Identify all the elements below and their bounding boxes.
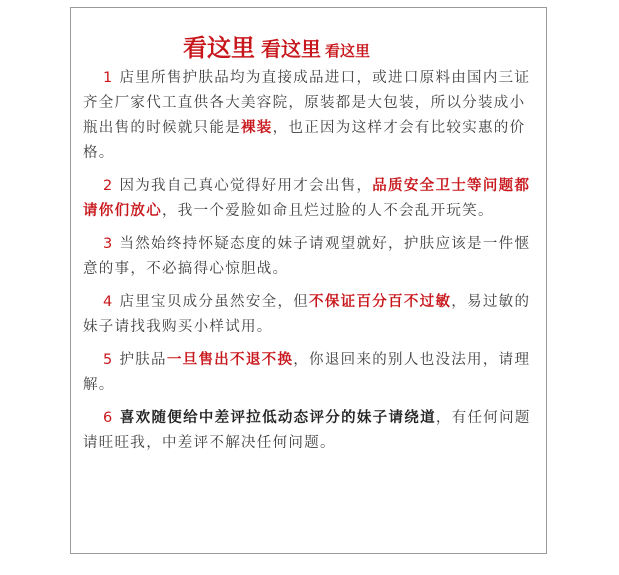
item-emphasis: 喜欢随便给中差评拉低动态评分的妹子请绕道 bbox=[113, 410, 436, 426]
item-number: 2 bbox=[103, 178, 114, 194]
item-number: 4 bbox=[103, 294, 114, 310]
notice-title bbox=[183, 28, 370, 63]
notice-item-3 bbox=[83, 232, 535, 282]
notice-item-5 bbox=[83, 348, 535, 398]
item-highlight: 裸装 bbox=[241, 120, 273, 136]
item-highlight: 不保证百分百不过敏 bbox=[309, 294, 452, 310]
notice-item-6 bbox=[83, 406, 535, 456]
item-text: 店里所售护肤品均为直接成品进口，或进口原料由国内三证齐全厂家代工直供各大美容院，原装都是大包装，所以分装成小瓶出售的时候就只能是 bbox=[83, 70, 531, 136]
notice-item-2 bbox=[83, 174, 535, 224]
notice-panel bbox=[70, 7, 547, 554]
item-text: 店里宝贝成分虽然安全，但 bbox=[113, 294, 310, 310]
item-text: 因为我自己真心觉得好用才会出售， bbox=[113, 178, 373, 194]
item-text: 当然始终持怀疑态度的妹子请观望就好，护肤应该是一件惬意的事，不必搞得心惊胆战。 bbox=[83, 236, 531, 277]
notice-item-4 bbox=[83, 290, 535, 340]
notice-items bbox=[83, 66, 535, 464]
notice-item-1 bbox=[83, 66, 535, 166]
item-text: ，也正因为这样才会有比较实惠的价格。 bbox=[83, 120, 526, 161]
title-medium: 看这里 bbox=[261, 37, 321, 61]
item-number: 3 bbox=[103, 236, 114, 252]
item-number: 5 bbox=[103, 352, 114, 368]
item-number: 6 bbox=[103, 410, 114, 426]
item-text: ，有任何问题请旺旺我，中差评不解决任何问题。 bbox=[83, 410, 531, 451]
item-number: 1 bbox=[103, 70, 114, 86]
title-small: 看这里 bbox=[325, 42, 371, 60]
title-large: 看这里 bbox=[183, 34, 255, 62]
item-text: ，你退回来的别人也没法用，请理解。 bbox=[83, 352, 531, 393]
item-text: ，我一个爱脸如命且烂过脸的人不会乱开玩笑。 bbox=[162, 203, 494, 219]
item-highlight: 品质安全卫士等问题都请你们放心 bbox=[83, 178, 531, 219]
item-highlight: 一旦售出不退不换 bbox=[166, 352, 294, 368]
item-text: 护肤品 bbox=[113, 352, 167, 368]
item-text: ，易过敏的妹子请找我购买小样试用。 bbox=[83, 294, 531, 335]
